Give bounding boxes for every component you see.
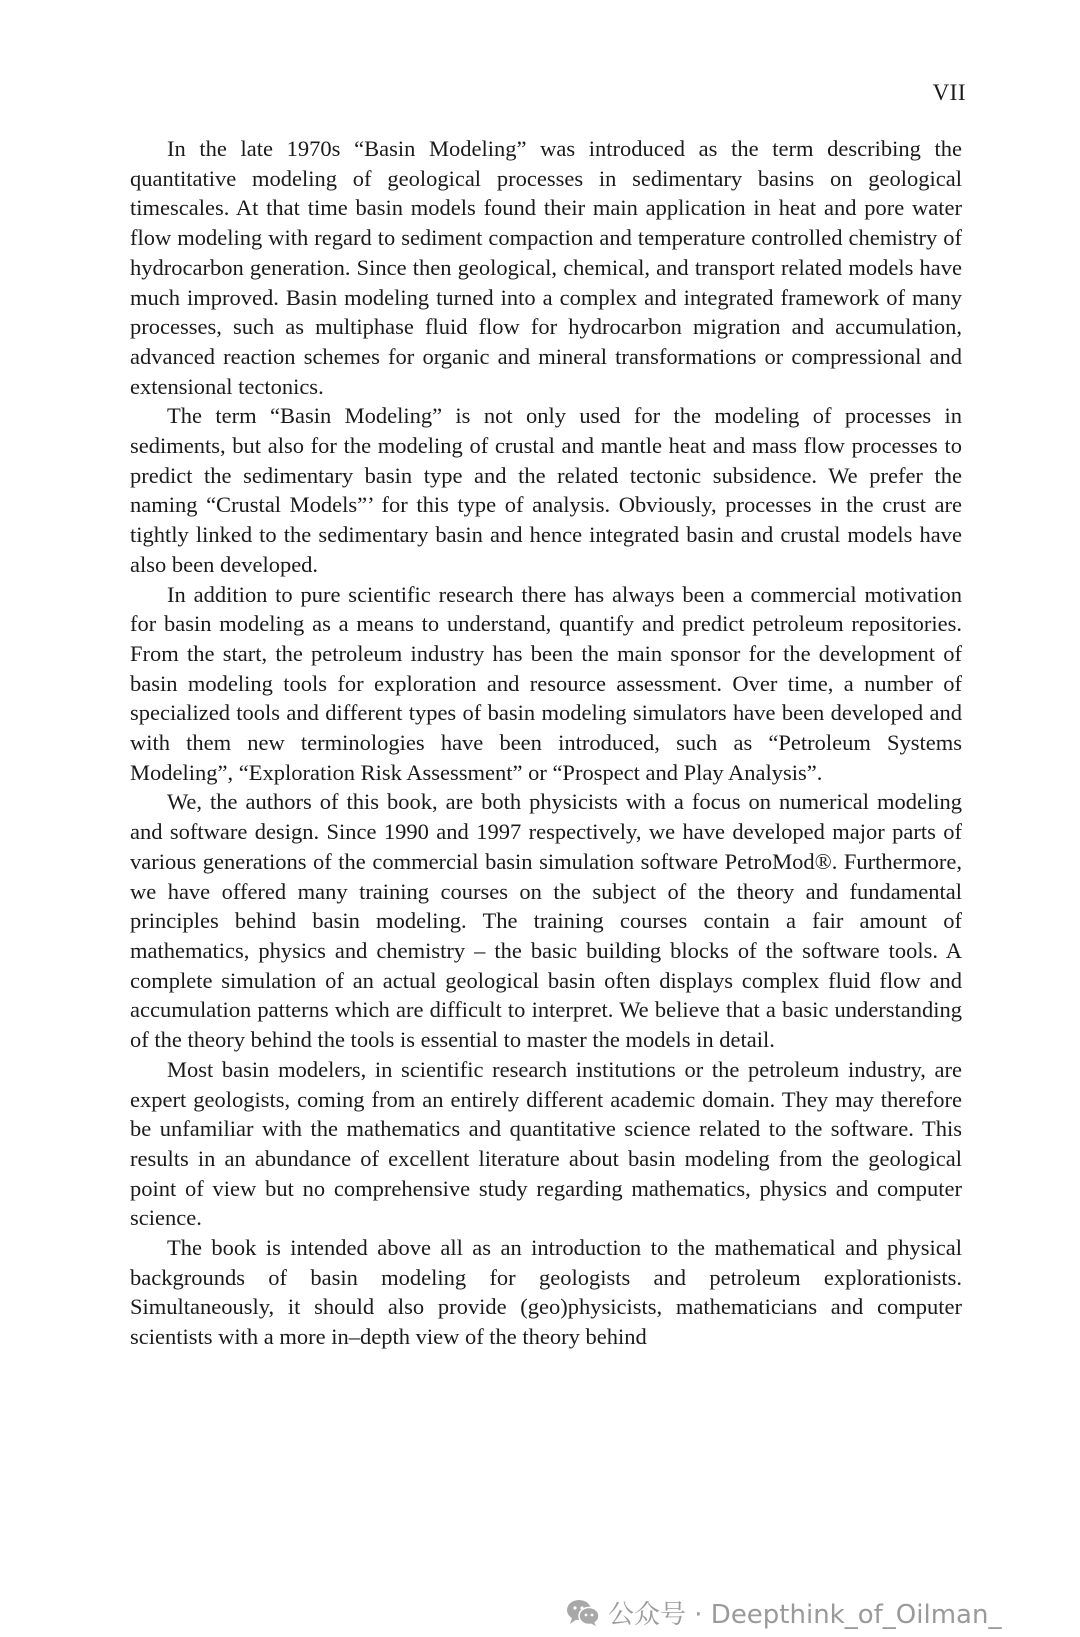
- paragraph-1: In the late 1970s “Basin Modeling” was introduced as the term describing the quantitative modeling of geological processes in sedimentary basins on geological timescales. At that time basin models found their main application in heat and pore water flow modeling with regard to sediment compaction and temperature controlled chemistry of hydrocarbon generation. Since then geological, chemical, and transport related models have much improved. Basin modeling turned into a complex and integrated framework of many processes, such as multiphase fluid flow for hydrocarbon migration and accumulation, advanced reaction schemes for organic and mineral transformations or compressional and extensional tectonics.: [130, 136, 962, 399]
- paragraph-3: In addition to pure scientific research there has always been a commercial motivation for basin modeling as a means to understand, quantify and predict petroleum repositories. From the start, the petroleum industry has been the main sponsor for the development of basin modeling tools for exploration and resource assessment. Over time, a number of specialized tools and different types of basin modeling simulators have been developed and with them new terminologies have been introduced, such as “Petroleum Systems Modeling”, “Exploration Risk Assessment” or “Prospect and Play Analysis”.: [130, 581, 962, 785]
- paragraph-4: We, the authors of this book, are both physicists with a focus on numerical modeling and software design. Since 1990 and 1997 respectively, we have developed major parts of various generations of the commercial basin simulation software PetroMod®. Furthermore, we have offered many training courses on the subject of the theory and fundamental principles behind basin modeling. The training courses contain a fair amount of mathematics, physics and chemistry – the basic building blocks of the software tools. A complete simulation of an actual geological basin often displays complex fluid flow and accumulation patterns which are difficult to interpret. We believe that a basic understanding of the theory behind the tools is essential to master the models in detail.: [130, 789, 962, 1053]
- wechat-icon: [566, 1599, 600, 1627]
- paragraph-2: The term “Basin Modeling” is not only used for the modeling of processes in sediments, but also for the modeling of crustal and mantle heat and mass flow processes to predict the sedimentary basin type and the related tectonic subsidence. We prefer the naming “Crustal Models”’ for this type of analysis. Obviously, processes in the crust are tightly linked to the sedimentary basin and hence integrated basin and crustal models have also been developed.: [130, 403, 962, 577]
- paragraph-6: The book is intended above all as an introduction to the mathematical and physical backgrounds of basin modeling for geologists and petroleum explorationists. Simultaneously, it should also provide (geo)physicists, mathematicians and computer scientists with a more in–depth view of the theory behind: [130, 1235, 962, 1350]
- watermark: [566, 1594, 1001, 1631]
- page-number: VII: [932, 80, 966, 105]
- paragraph-5: Most basin modelers, in scientific research institutions or the petroleum industry, are expert geologists, coming from an entirely different academic domain. They may therefore be unfamiliar with the mathematics and quantitative science related to the software. This results in an abundance of excellent literature about basin modeling from the geological point of view but no comprehensive study regarding mathematics, physics and computer science.: [130, 1056, 962, 1231]
- watermark-text: 公众号 · Deepthink_of_Oilman_: [608, 1600, 1002, 1630]
- body-text: [130, 134, 962, 1352]
